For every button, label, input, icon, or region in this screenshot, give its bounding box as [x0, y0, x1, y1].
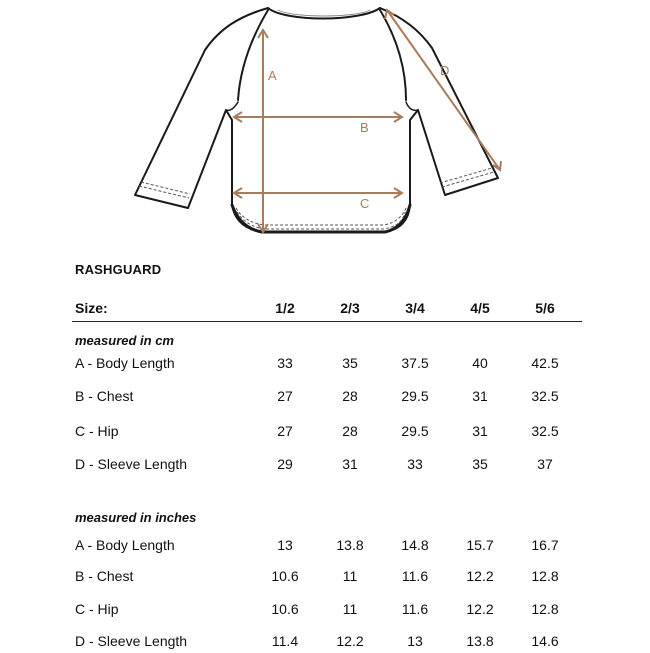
size-header-row: [0, 300, 650, 322]
row-label: B - Chest: [75, 388, 134, 404]
label-a: A: [268, 68, 277, 83]
table-cell: 31: [472, 388, 488, 404]
table-cell: 11: [342, 601, 358, 617]
right-cuff-stitch-1: [440, 168, 492, 183]
table-cell: 12.8: [531, 568, 559, 584]
table-cell: 11.6: [401, 568, 429, 584]
table-row: [0, 456, 650, 476]
table-row: [0, 633, 650, 653]
size-col-3: 3/4: [405, 300, 425, 316]
table-cell: 35: [342, 355, 358, 371]
row-label: B - Chest: [75, 568, 134, 584]
size-col-5: 5/6: [535, 300, 555, 316]
table-cell: 12.8: [531, 601, 559, 617]
table-cell: 29.5: [401, 423, 429, 439]
table-cell: 40: [472, 355, 488, 371]
table-row: [0, 537, 650, 557]
row-label: C - Hip: [75, 601, 119, 617]
table-row: [0, 568, 650, 588]
table-cell: 32.5: [531, 388, 559, 404]
table-cell: 12.2: [336, 633, 364, 649]
row-label: C - Hip: [75, 423, 119, 439]
section-title-cm: measured in cm: [75, 333, 174, 348]
table-cell: 12.2: [466, 568, 494, 584]
table-cell: 14.6: [531, 633, 559, 649]
table-cell: 35: [472, 456, 488, 472]
table-cell: 27: [277, 423, 293, 439]
table-cell: 42.5: [531, 355, 559, 371]
left-underarm: [226, 102, 238, 110]
size-col-2: 2/3: [340, 300, 360, 316]
hem-stitch-1: [236, 208, 406, 225]
arrow-d-line: [387, 10, 500, 170]
table-cell: 16.7: [531, 537, 559, 553]
table-cell: 12.2: [466, 601, 494, 617]
table-cell: 27: [277, 388, 293, 404]
table-row: [0, 423, 650, 443]
collar: [268, 8, 380, 19]
table-cell: 13.8: [336, 537, 364, 553]
row-label: D - Sleeve Length: [75, 633, 188, 649]
label-b: B: [360, 120, 369, 135]
table-row: [0, 388, 650, 408]
right-cuff-stitch-2: [442, 172, 494, 187]
table-cell: 14.8: [401, 537, 429, 553]
table-cell: 10.6: [271, 568, 299, 584]
table-row: [0, 355, 650, 375]
table-cell: 15.7: [466, 537, 494, 553]
garment-diagram: [0, 0, 650, 250]
table-cell: 13: [277, 537, 293, 553]
table-cell: 29.5: [401, 388, 429, 404]
table-cell: 31: [472, 423, 488, 439]
row-label: A - Body Length: [75, 355, 175, 371]
row-label: D - Sleeve Length: [75, 456, 188, 472]
right-underarm: [406, 102, 418, 110]
table-row: [0, 601, 650, 621]
header-divider: [72, 321, 582, 322]
table-cell: 37: [537, 456, 553, 472]
product-title: RASHGUARD: [75, 262, 162, 277]
table-cell: 37.5: [401, 355, 429, 371]
size-label: Size:: [75, 300, 108, 316]
section-title-inches: measured in inches: [75, 510, 197, 525]
shirt-outline: [135, 8, 498, 232]
right-raglan-seam: [380, 10, 406, 100]
table-cell: 13: [407, 633, 423, 649]
table-cell: 32.5: [531, 423, 559, 439]
label-d: D: [440, 63, 450, 78]
label-c: C: [360, 196, 370, 211]
size-col-4: 4/5: [470, 300, 490, 316]
row-label: A - Body Length: [75, 537, 175, 553]
garment-outline: [135, 8, 498, 232]
table-cell: 13.8: [466, 633, 494, 649]
size-col-1: 1/2: [275, 300, 295, 316]
table-cell: 28: [342, 388, 358, 404]
table-cell: 11.6: [401, 601, 429, 617]
table-cell: 28: [342, 423, 358, 439]
table-cell: 33: [407, 456, 423, 472]
table-cell: 11: [342, 568, 358, 584]
table-cell: 29: [277, 456, 293, 472]
table-cell: 31: [342, 456, 358, 472]
table-cell: 33: [277, 355, 293, 371]
table-cell: 11.4: [271, 633, 299, 649]
table-cell: 10.6: [271, 601, 299, 617]
